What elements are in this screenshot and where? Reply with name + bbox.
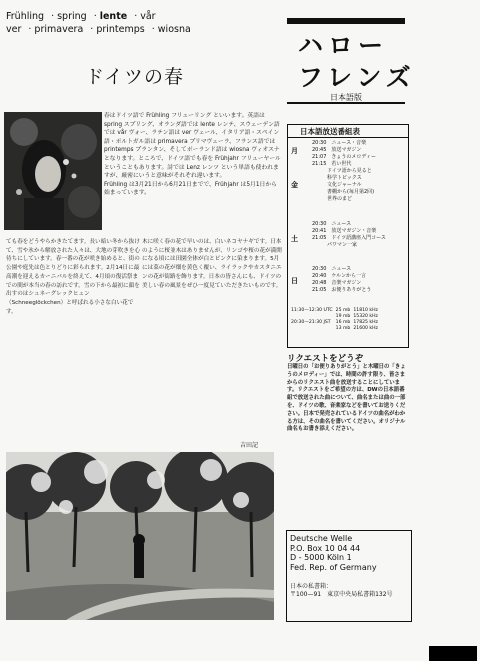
schedule-row: 21:05 お便りありがとう bbox=[312, 287, 372, 293]
article-paragraph: 春はドイツ語で Frühling フリューリング といいます。英語は spring スプリング、オランダ語では lente レンテ、スウェーデン語では vår ヴォー、ラテン語は ver ヴェール、イタリア語・スペイン語・ポルトガル語は primavera プリマヴェーラ、フランス語では printemps プランタン、そしてポーランド語は wiosna ヴィオスナとなります。ところで、ドイツ語でも春を Frühjahr フリューヤールということもあります。詩では Lenz レンツ という単語も使われますが、厳密にいうと意味がそれぞれ違います。 bbox=[104, 113, 281, 180]
portrait-photo bbox=[4, 112, 102, 230]
freq-band: 19 mb bbox=[335, 314, 351, 319]
schedule-row: 20:48 音楽マガジン bbox=[312, 280, 362, 286]
address-line: D - 5000 Köln 1 bbox=[290, 553, 352, 562]
word: Frühling bbox=[6, 11, 45, 22]
freq-band: 16 mb bbox=[335, 320, 351, 325]
article-intro bbox=[104, 112, 282, 198]
frequency-table bbox=[291, 308, 409, 332]
schedule-row: 20:30 ニュース・音楽 bbox=[312, 140, 367, 146]
day-label: 金 bbox=[291, 181, 298, 189]
schedule-rows bbox=[312, 140, 406, 203]
day-label: 日 bbox=[291, 277, 298, 285]
schedule-row: 20:41 放送マガジン・音楽 bbox=[312, 228, 377, 234]
edition-label: 日本語版 bbox=[330, 93, 362, 102]
freq-khz: 21600 kHz bbox=[353, 326, 378, 331]
jp-address bbox=[290, 583, 393, 599]
schedule-row: 20:30 ニュース bbox=[312, 266, 352, 272]
schedule-rows bbox=[312, 221, 406, 249]
schedule-row: 21:05 ドイツ語講座入門コース bbox=[312, 235, 386, 241]
schedule-row: 20:45 放送マガジン bbox=[312, 147, 362, 153]
word: lente bbox=[99, 11, 128, 22]
corner-block bbox=[429, 646, 477, 661]
word: wiosna bbox=[157, 24, 191, 35]
schedule-title: 日本語放送番組表 bbox=[300, 127, 360, 136]
article-paragraph: ても春をどうやらかきたてます。長い暗い冬から抜けて、雪や氷から解放された人々は、大地の芽吹きを心待ちにしています。春一番の花が咲き始めると、街の公園や庭先は色とりどりに彩られます。2月14日に最高潮を迎えるカーニバルを終えて、4月頃の復活祭までの間が本当の春の訪れです。雪の下から最初に顔を出すのはシュネーグレックヒェン（Schneeglöckchen）と呼ばれる小さな白い花です。 bbox=[6, 239, 141, 315]
schedule-row: 20:40 ケルンから一言 bbox=[312, 273, 367, 279]
article-column-left bbox=[6, 238, 142, 316]
orchard-photo bbox=[6, 452, 274, 620]
article-paragraph: Frühling は3月21日から6月21日までで、Frühjahr は5月1日から始まっています。 bbox=[104, 181, 277, 197]
schedule-row: 文化ジャーナル bbox=[312, 182, 362, 188]
schedule-row: 科学トピックス bbox=[312, 175, 362, 181]
request-body: 日曜日の「お便りありがとう」と木曜日の「きょうのメロディー」では、時間の許す限り、皆さまからのリクエスト曲を放送することにしています。リクエストをご希望の方は、DWの日本語番組で放送された曲について、曲名または曲の一部を、ドイツの歌、音楽家などを書いてお送りください。日本で発売されているドイツの曲名がわかる方は、その曲名を書いてください。オリジナル曲名もお書き添えください。 bbox=[287, 364, 406, 433]
author-signature: 吉田記 bbox=[240, 442, 259, 449]
masthead-bar bbox=[287, 18, 405, 24]
address-line: Fed. Rep. of Germany bbox=[290, 562, 377, 572]
article-paragraph: 木に咲く春の花で早いのは、白いネコヤナギです。日本のように桜並木はありませんが、リンゴや桜の花が満開になる頃には田園全体が白とピンクに染まります。5月には菜の花が畑を黄色く覆い、ライラックやカスタニエンの花が街路を飾ります。日本の皆さんにも、ドイツの美しい春の風景をぜひ一度見ていただきたいものです。 bbox=[142, 239, 282, 289]
article-column-right bbox=[142, 238, 282, 290]
freq-khz: 17825 kHz bbox=[353, 320, 378, 325]
freq-band: 13 mb bbox=[335, 326, 351, 331]
address-line: Deutsche Welle bbox=[290, 534, 353, 543]
schedule-row: 21:15 若い世代 bbox=[312, 161, 352, 167]
schedule-row: 21:07 きょうのメロディー bbox=[312, 154, 377, 160]
masthead-line1: ハロー bbox=[298, 31, 389, 60]
headline: ドイツの春 bbox=[85, 66, 185, 88]
schedule-rule bbox=[287, 137, 409, 138]
freq-khz: 11810 kHz bbox=[353, 308, 378, 313]
word: vår bbox=[140, 11, 156, 22]
schedule-rows bbox=[312, 266, 406, 294]
request-title: リクエストをどうぞ bbox=[287, 354, 364, 364]
jp-address-line: 〒100—91 東京中央局私書箱132号 bbox=[290, 591, 393, 598]
schedule-row: ドイツ語から見ると bbox=[312, 168, 372, 174]
address-lines bbox=[290, 534, 377, 572]
spring-words: Frühling · spring · lente · vår ver · primavera · printemps · wiosna bbox=[6, 11, 191, 35]
masthead-rule bbox=[287, 102, 405, 104]
masthead-line2: フレンズ bbox=[298, 63, 416, 92]
schedule-row: 世界のまど bbox=[312, 196, 353, 202]
freq-khz: 15320 kHz bbox=[353, 314, 378, 319]
freq-band: 25 mb bbox=[335, 308, 351, 313]
schedule-row: 書棚から(毎月第2回) bbox=[312, 189, 375, 195]
word: spring bbox=[57, 11, 87, 22]
schedule-row: パワマン一家 bbox=[312, 242, 358, 248]
jp-address-label: 日本の私書箱： bbox=[290, 583, 333, 590]
day-label: 土 bbox=[291, 235, 298, 243]
freq-time: 11:30—12:30 UTC bbox=[291, 308, 333, 313]
word: printemps bbox=[96, 24, 145, 35]
day-label: 月 bbox=[291, 147, 298, 155]
schedule-row: 20:30 ニュース bbox=[312, 221, 352, 227]
word: ver bbox=[6, 24, 22, 35]
word: primavera bbox=[34, 24, 84, 35]
freq-time: 20:30—21:30 JST bbox=[291, 320, 331, 325]
address-line: P.O. Box 10 04 44 bbox=[290, 543, 361, 553]
